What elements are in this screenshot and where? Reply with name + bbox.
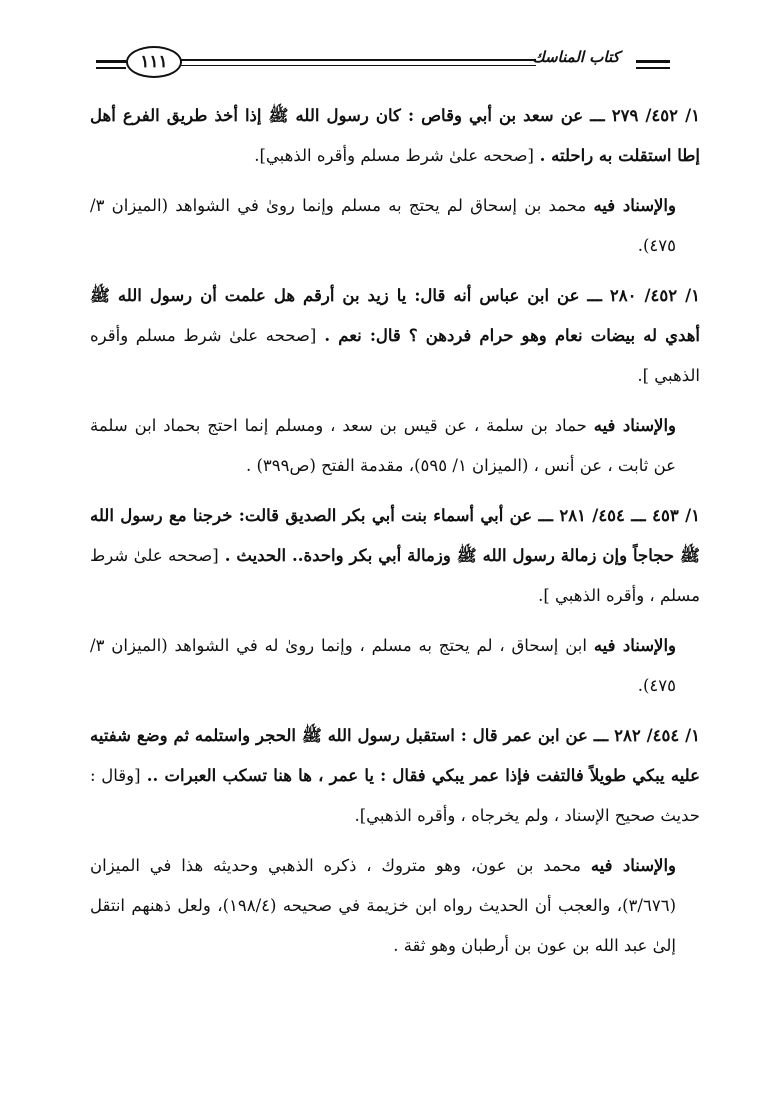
- isnad-note: [90, 846, 700, 966]
- note-lead: والإسناد فيه: [590, 856, 676, 875]
- header-rule: [148, 65, 536, 66]
- hadith-entry: [90, 276, 700, 396]
- page-header: [96, 38, 696, 82]
- hadith-text: عن ابن عباس أنه قال: يا زيد بن أرقم هل علمت أن رسول الله ﷺ أهدي له بيضات نعام وهو حرام فردهن ؟ قال: نعم .: [90, 286, 701, 345]
- header-rule: [148, 59, 536, 61]
- hadith-grading: [وقال : حديث صحيح الإسناد ، ولم يخرجاه ، وأقره الذهبي].: [90, 766, 700, 825]
- note-lead: والإسناد فيه: [593, 416, 676, 435]
- header-rule: [636, 67, 670, 69]
- note-text: محمد بن عون، وهو متروك ، ذكره الذهبي وحديثه هذا في الميزان (٣/٦٧٦)، والعجب أن الحديث رواه ابن خزيمة في صحيحه (١٩٨/٤)، ولعل ذهنهم انتقل إلىٰ عبد الله بن عون بن أرطبان وهو ثقة .: [90, 856, 676, 955]
- hadith-number: ١/ ٤٥٢/ ٢٧٩ ـــ: [590, 106, 700, 125]
- hadith-number: ١/ ٤٥٤/ ٢٨٢ ـــ: [593, 726, 700, 745]
- isnad-note: [90, 186, 700, 266]
- hadith-number: ١/ ٤٥٢/ ٢٨٠ ـــ: [587, 286, 700, 305]
- hadith-text: عن سعد بن أبي وقاص : كان رسول الله ﷺ إذا أخذ طريق الفرع أهل إطا استقلت به راحلته .: [90, 106, 700, 165]
- hadith-grading: [صححه علىٰ شرط مسلم وأقره الذهبي ].: [90, 326, 700, 385]
- note-text: ابن إسحاق ، لم يحتج به مسلم ، وإنما روىٰ له في الشواهد (الميزان ٣/ ٤٧٥).: [90, 636, 676, 695]
- page-body: [90, 96, 700, 976]
- hadith-entry: [90, 496, 700, 616]
- isnad-note: [90, 626, 700, 706]
- section-title: كتاب المناسك: [532, 48, 620, 66]
- isnad-note: [90, 406, 700, 486]
- hadith-grading: [صححه علىٰ شرط مسلم ، وأقره الذهبي ].: [90, 546, 700, 605]
- note-text: محمد بن إسحاق لم يحتج به مسلم وإنما روىٰ في الشواهد (الميزان ٣/ ٤٧٥).: [90, 196, 676, 255]
- note-lead: والإسناد فيه: [593, 196, 676, 215]
- note-text: حماد بن سلمة ، عن قيس بن سعد ، ومسلم إنما احتج بحماد ابن سلمة عن ثابت ، عن أنس ، (الميزان ١/ ٥٩٥)، مقدمة الفتح (ص٣٩٩) .: [90, 416, 676, 475]
- header-rule: [96, 60, 126, 63]
- hadith-number: ١/ ٤٥٣ ـــ ٤٥٤/ ٢٨١ ـــ: [538, 506, 700, 525]
- hadith-text: عن ابن عمر قال : استقبل رسول الله ﷺ الحجر واستلمه ثم وضع شفتيه عليه يبكي طويلاً فالتفت فإذا عمر يبكي فقال : يا عمر ، ها هنا تسكب العبرات ..: [90, 726, 700, 785]
- page-number: ١١١: [126, 46, 182, 78]
- header-rule: [636, 60, 670, 63]
- hadith-entry: [90, 716, 700, 836]
- hadith-entry: [90, 96, 700, 176]
- header-rule: [96, 67, 126, 69]
- hadith-text: عن أبي أسماء بنت أبي بكر الصديق قالت: خرجنا مع رسول الله ﷺ حجاجاً وإن زمالة رسول الله ﷺ وزمالة أبي بكر واحدة.. الحديث .: [90, 506, 700, 565]
- note-lead: والإسناد فيه: [593, 636, 676, 655]
- hadith-grading: [صححه علىٰ شرط مسلم وأقره الذهبي].: [254, 146, 534, 165]
